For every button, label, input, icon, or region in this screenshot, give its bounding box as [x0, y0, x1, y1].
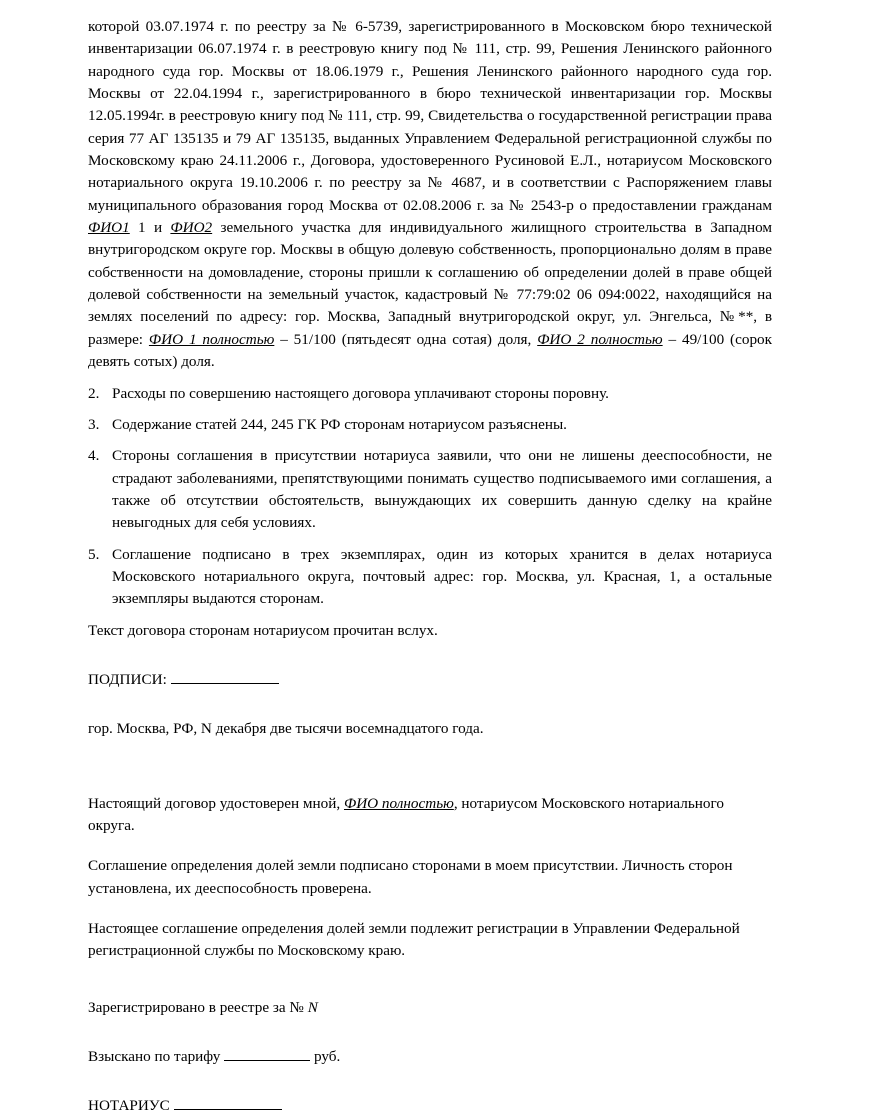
placeholder-register-number: N	[307, 998, 318, 1016]
list-item	[88, 414, 772, 436]
continued-paragraph-text-1: которой 03.07.1974 г. по реестру за № 6-5739, зарегистрированного в Московском бюро технической инвентаризации 06.07.1974 г. в реестровую книгу под № 111, стр. 99, Решения Ленинского районного народного суда гор. Москвы от 18.06.1979 г., Решения Ленинского районного народного суда гор. Москвы от 22.04.1994 г., зарегистрированного в бюро технической инвентаризации гор. Москвы 12.05.1994г. в реестровую книгу под № 111, стр. 99, Свидетельства о государственной регистрации права серия 77 АГ 135135 и 79 АГ 135135, выданных Управлением Федеральной регистрационной службы по Московскому краю 24.11.2006 г., Договора, удостоверенного Русиновой Е.Л., нотариусом Московского нотариального округа 19.10.2006 г. по реестру за № 4687, и в соответствии с Распоряжением главы муниципального образования город Москва от 02.08.2006 г. за № 2543-р о предоставлении гражданам	[88, 18, 772, 214]
list-item-text: Соглашение подписано в трех экземплярах, один из которых хранится в делах нотариуса Московского нотариального округа, почтовый адрес: гор. Москва, ул. Красная, 1, а остальные экземпляры выдаются сторонам.	[112, 545, 772, 608]
notary-signature-line	[88, 1095, 772, 1117]
continued-paragraph-text-4: – 51/100 (пятьдесят одна сотая) доля,	[274, 330, 538, 348]
continued-paragraph-text-3: земельного участка для индивидуального жилищного строительства в Западном внутригородском округе гор. Москвы в общую долевую собственность, пропорционально долям в праве собственности на домовладение, стороны пришли к соглашению об определении долей в праве общей долевой собственности на земельный участок, кадастровый № 77:79:02 06 094:0022, находящийся на землях поселений по адресу: гор. Москва, Западный внутригородской округ, ул. Энгельса, №**, в размере:	[88, 219, 772, 348]
list-item-text: Расходы по совершению настоящего договора уплачивают стороны поровну.	[112, 384, 609, 402]
tariff-blank-line	[224, 1048, 310, 1061]
list-item-number: 5.	[88, 545, 100, 563]
placeholder-fio1-full: ФИО 1 полностью	[148, 330, 275, 348]
continued-paragraph-text-2: 1 и	[129, 219, 171, 237]
list-item	[88, 383, 772, 405]
registration-note: Настоящее соглашение определения долей земли подлежит регистрации в Управлении Федеральной регистрационной службы по Московскому краю.	[88, 920, 740, 960]
tariff-units: руб.	[310, 1048, 341, 1066]
certification-statement	[88, 793, 772, 838]
list-item-number: 3.	[88, 415, 100, 433]
signatures-line	[88, 669, 772, 691]
signature-blank-line	[171, 671, 279, 684]
list-item-text: Содержание статей 244, 245 ГК РФ сторонам нотариусом разъяснены.	[112, 415, 567, 433]
place-date-line: гор. Москва, РФ, N декабря две тысячи восемнадцатого года.	[88, 720, 484, 738]
tariff-label: Взыскано по тарифу	[88, 1048, 225, 1066]
certification-text-1: Настоящий договор удостоверен мной,	[88, 794, 344, 812]
certification-text-2: , нотариусом Московского нотариального округа.	[88, 794, 724, 834]
placeholder-fio2: ФИО2	[170, 219, 213, 237]
notary-blank-line	[174, 1097, 282, 1110]
list-item-number: 2.	[88, 384, 100, 402]
placeholder-fio-full: ФИО полностью	[343, 794, 454, 812]
registry-number-line	[88, 997, 772, 1019]
signatures-label: ПОДПИСИ:	[88, 670, 167, 688]
read-aloud-note: Текст договора сторонам нотариусом прочитан вслух.	[88, 621, 438, 639]
continued-paragraph-text-5: – 49/100 (сорок девять сотых) доля.	[88, 330, 773, 371]
placeholder-fio1: ФИО1	[88, 219, 130, 237]
numbered-clause-list	[88, 383, 772, 611]
list-item-text: Стороны соглашения в присутствии нотариуса заявили, что они не лишены дееспособности, не страдают заболеваниями, препятствующими понимать существо подписываемого ими соглашения, а также об отсутствии обстоятельств, вынуждающих их совершить данную сделку на крайне невыгодных для себя условиях.	[112, 447, 772, 532]
placeholder-fio2-full: ФИО 2 полностью	[537, 330, 663, 348]
list-item-number: 4.	[88, 447, 100, 465]
registry-number-label: Зарегистрировано в реестре за №	[88, 998, 308, 1016]
identity-check-statement: Соглашение определения долей земли подписано сторонами в моем присутствии. Личность сторон установлена, их дееспособность проверена.	[88, 857, 733, 897]
tariff-line	[88, 1046, 772, 1068]
list-item	[88, 544, 772, 611]
continued-paragraph	[88, 16, 772, 374]
list-item	[88, 445, 772, 534]
notary-label: НОТАРИУС	[88, 1097, 170, 1115]
